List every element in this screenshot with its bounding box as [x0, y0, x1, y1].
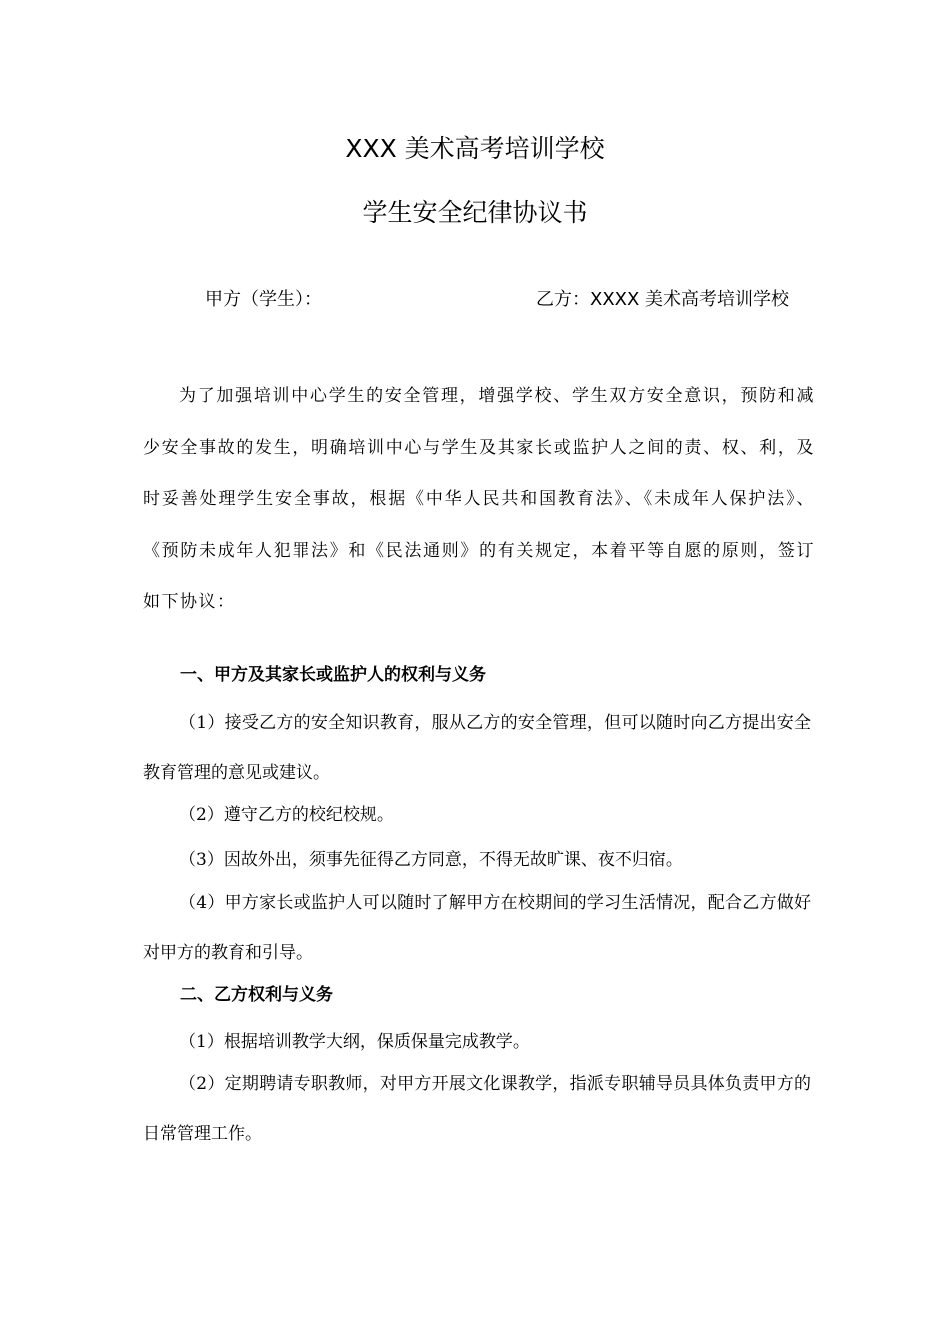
clause-paragraph: （2）定期聘请专职教师，对甲方开展文化课教学，指派专职辅导员具体负责甲方的日常管理工作。: [143, 1074, 811, 1144]
clause-paragraph: （4）甲方家长或监护人可以随时了解甲方在校期间的学习生活情况，配合乙方做好对甲方的教育和引导。: [143, 893, 811, 963]
clause-paragraph: （3）因故外出，须事先征得乙方同意，不得无故旷课、夜不归宿。: [179, 850, 683, 870]
document-title-school: XXX 美术高考培训学校: [345, 134, 605, 163]
clause-paragraph: （1）接受乙方的安全知识教育，服从乙方的安全管理，但可以随时向乙方提出安全教育管理的意见或建议。: [143, 713, 811, 783]
section-heading-party-a: 一、甲方及其家长或监护人的权利与义务: [180, 665, 486, 685]
party-a-label: 甲方（学生）：: [205, 289, 322, 310]
section-heading-party-b: 二、乙方权利与义务: [180, 985, 333, 1005]
intro-paragraph: 为了加强培训中心学生的安全管理，增强学校、学生双方安全意识，预防和减少安全事故的发生，明确培训中心与学生及其家长或监护人之间的责、权、利，及时妥善处理学生安全事故，根据《中华人民共和国教育法》、《未成年人保护法》、《预防未成年人犯罪法》和《民法通则》的有关规定，本着平等自愿的原则，签订如下协议：: [143, 386, 815, 612]
party-b-label: 乙方：XXXX 美术高考培训学校: [536, 289, 790, 310]
document-title-agreement: 学生安全纪律协议书: [362, 198, 588, 227]
clause-paragraph: （1）根据培训教学大纲，保质保量完成教学。: [179, 1032, 530, 1052]
clause-paragraph: （2）遵守乙方的校纪校规。: [179, 805, 394, 825]
